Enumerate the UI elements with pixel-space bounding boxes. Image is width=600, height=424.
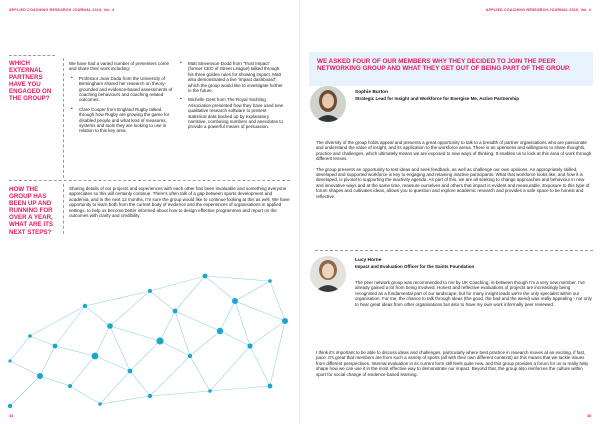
right-page: [300, 0, 600, 424]
list-item: • Professor Joan Duda from the University of Birmingham shared her research on theory-grounded and evidence-based assessments of coaching behaviours and coaching related outcomes.: [69, 76, 173, 103]
column-divider-2: [63, 184, 64, 234]
member-photo-lucy: [310, 256, 346, 292]
member-name: Lucy Horne: [355, 258, 382, 263]
heading-next-steps: HOW THE GROUP HAS BEEN UP AND RUNNING FOR OVER A YEAR, WHAT ARE ITS NEXT STEPS?: [9, 186, 53, 236]
section-rule: [9, 180, 290, 181]
column-divider: [63, 58, 64, 178]
page-number-right: 45: [587, 414, 591, 418]
member-header-sophie: [355, 90, 593, 102]
next-steps-text: Sharing details of our projects and experiences with each other has been invaluable and something everyone appreciates so this will certainly continue. There's often talk of a gap between sports development and academia, and in the next 12 months, I'm sure the group would like to continue looking at this as well. We have opportunity to learn both from the current body of evidence and the experiences of organisations in applied settings, to help us become better informed about how to design effective programmes and report on the outcomes with clarity and credibility.: [69, 186, 290, 219]
member-name: Sophie Burton: [355, 90, 389, 95]
member-role: Impact and Evaluation Officer for the Saints Foundation: [355, 264, 475, 269]
network-illustration: [0, 236, 300, 416]
partners-column-2: [178, 61, 284, 130]
page-number-left: 44: [9, 414, 13, 418]
member-header-lucy: [355, 258, 593, 270]
heading-rule-1: [9, 55, 55, 56]
running-head-left: APPLIED COACHING RESEARCH JOURNAL 2019, Vol. 4: [9, 8, 115, 12]
partners-column-1: [69, 61, 173, 134]
quote-paragraph: The peer network group was recommended to me by UK Coaching, in-between though I'm a very new member, I've already gained a lot from being involved. Honest and reflective evaluations of projects are increasingly being recognised as a fundamental part of our landscape, but for many insight leads we're the only specialist within our organisation. For me, the chance to talk through ideas (the good, the bad and the weird) was really appealing - not only to hear great ideas from other organisations but also to have my own work informally peer reviewed.: [355, 280, 592, 307]
member-quote-sophie: [316, 140, 593, 204]
quote-paragraph: I think it's important to be able to discuss ideas and challenges, particularly where best practice in research moves at an exciting, if fast, pace. It's great that members are from such a variety of sports (all with their own different contexts) as this means that we tackle issues from different perspectives. Internal evaluation in its current form still feels quite new, and this group provides a forum for us to really help shape how we can use it in the most effective way to demonstrate our impact. Beyond that, the group also reinforces the culture within sport for social change of evidence-based learning.: [316, 350, 589, 377]
list-item: • Clare Cooper from England Rugby talked through how Rugby are growing the game for disabled people and what kind of measures, systems and tools they are looking to use in relation to this key area.: [69, 107, 173, 134]
quote-paragraph: The diversity of the group holds appeal and presents a great opportunity to talk to a breadth of partner organisations who are passionate and understand the value of insight, and its application to the workforce arena. There is an openness and willingness to share thoughts, practice and challenges, which ultimately means we are exposed to new ways of thinking. It enables us to look at this area of work through different lenses.: [316, 140, 592, 162]
partners-list-1: [69, 76, 173, 134]
quote-paragraph: The group presents an opportunity to test ideas and seek feedback, as well as challenge our own opinions. An appropriately skilled, developed and supported workforce is key to engaging and retaining inactive participants. What that workforce looks like, and how it is developed, is pivotal to supporting the inactivity agenda. As part of this, we are all seeking to change approaches and behaviour in new and innovative ways and at the same time, reassure ourselves and others that impact is evident and measurable. Exposure to this type of forum shapes and cultivates ideas, allows you to question and explore academic research and provides a safe space to be honest and reflective.: [316, 166, 590, 199]
member-role: Strategic Lead for Insight and Workforce for Energise Me, Active Partnership: [355, 96, 520, 101]
member-divider: [315, 250, 593, 251]
member-quote-lucy: [355, 280, 593, 312]
heading-external-partners: WHICH EXTERNAL PARTNERS HAVE YOU ENGAGED ON THE GROUP?: [9, 60, 52, 103]
partners-intro: We have had a varied number of presenters come and share their work including:: [69, 61, 169, 72]
banner-heading: WE ASKED FOUR OF OUR MEMBERS WHY THEY DECIDED TO JOIN THE PEER NETWORKING GROUP AND WHAT THEY GET OUT OF BEING PART OF THE GROUP.: [317, 58, 571, 73]
list-item: • Michelle Gent from The Royal Yachting Association presented how they have used new qualitative research software to present statistical data backed up by explanatory narrative, combining numbers and anecdotes to provide a powerful means of persuasion.: [178, 97, 284, 129]
list-item: • Matt Stevenson-Dodd from 'Trust Impact' (former CEO of Street League) talked through his three golden rules for showing impact. Matt also demonstrated a live 'impact dashboard', which the group would like to investigate further in the future.: [178, 61, 284, 93]
running-head-right: APPLIED COACHING RESEARCH JOURNAL 2019, Vol. 4: [485, 8, 591, 12]
member-photo-sophie: [310, 86, 346, 122]
member-question-banner: [309, 52, 593, 86]
member-quote-lucy-2: [316, 350, 593, 382]
partners-list-2: [178, 61, 284, 130]
